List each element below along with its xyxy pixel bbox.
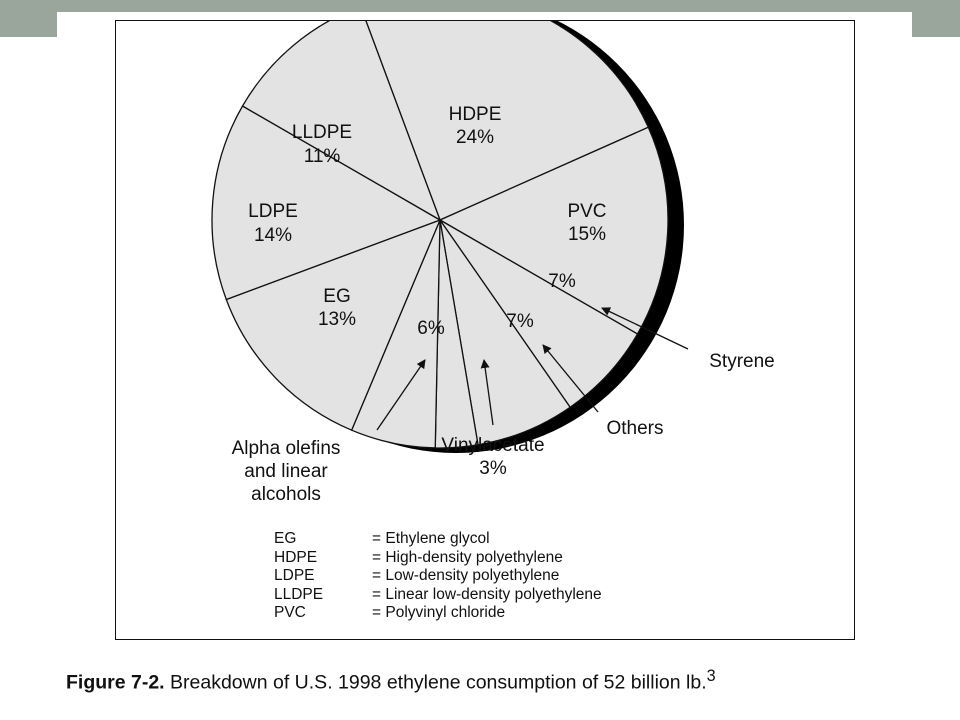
legend-abbr: HDPE	[274, 548, 318, 566]
caption-text: Breakdown of U.S. 1998 ethylene consumption of 52 billion lb.	[164, 671, 707, 694]
caption-footnote-ref: 3	[706, 667, 716, 685]
slice-label-others-pct: 7%	[506, 311, 534, 332]
slice-label-eg-name: EG	[323, 286, 351, 307]
legend-description: = Low-density polyethylene	[372, 567, 560, 585]
abbreviation-legend	[274, 530, 602, 623]
legend-abbr: EG	[274, 530, 297, 547]
legend-row	[274, 549, 602, 568]
callout-alpha-olefins-1: Alpha olefins	[231, 438, 341, 459]
figure-caption	[66, 667, 716, 695]
legend-description: = Polyvinyl chloride	[372, 604, 506, 622]
callout-vinylacetate-pct: 3%	[479, 458, 507, 479]
legend-description: = Linear low-density polyethylene	[372, 585, 602, 603]
callout-alpha-olefins-2: and linear	[244, 461, 328, 482]
slice-label-alpha-pct: 6%	[417, 318, 445, 339]
slice-label-styrene-pct: 7%	[548, 271, 576, 292]
slice-label-pvc-name: PVC	[567, 201, 607, 222]
callout-others: Others	[606, 418, 664, 439]
slice-label-ldpe-pct: 14%	[253, 225, 293, 246]
slice-label-hdpe-name: HDPE	[448, 104, 502, 125]
legend-abbr: LDPE	[274, 567, 315, 585]
slice-label-ldpe-name: LDPE	[248, 201, 298, 222]
legend-row	[274, 567, 602, 586]
slice-label-hdpe-pct: 24%	[455, 127, 495, 148]
slice-label-lldpe-name: LLDPE	[291, 122, 353, 143]
slice-label-pvc-pct: 15%	[567, 224, 607, 245]
legend-abbr: PVC	[274, 604, 306, 622]
legend-row	[274, 530, 602, 549]
callout-vinylacetate: Vinylacetate	[441, 435, 545, 456]
figure-number: Figure 7-2.	[66, 671, 165, 694]
legend-description: = High-density polyethylene	[372, 548, 563, 566]
slice-label-eg-pct: 13%	[317, 309, 357, 330]
legend-abbr: LLDPE	[274, 585, 324, 603]
slice-label-lldpe-pct: 11%	[303, 146, 341, 167]
legend-description: = Ethylene glycol	[372, 530, 490, 547]
legend-row	[274, 604, 602, 623]
legend-row	[274, 586, 602, 605]
callout-alpha-olefins-3: alcohols	[251, 484, 321, 505]
callout-styrene: Styrene	[709, 351, 775, 372]
